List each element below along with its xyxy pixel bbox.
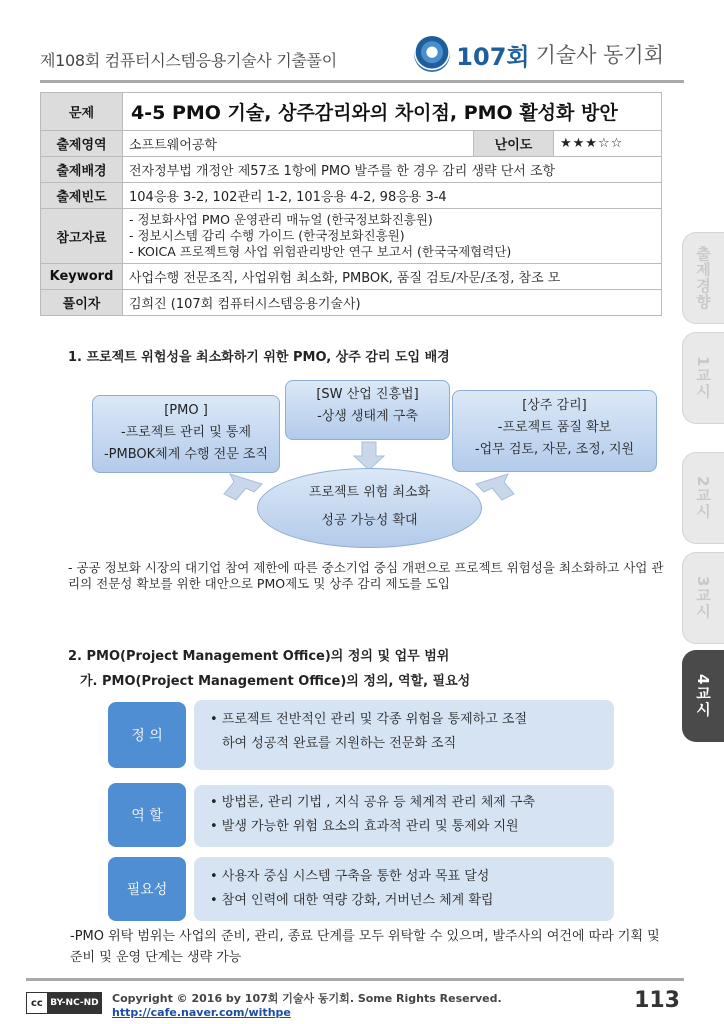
area-value: 소프트웨어공학 bbox=[123, 131, 474, 157]
cafe-link[interactable]: http://cafe.naver.com/withpe bbox=[112, 1006, 291, 1019]
arrow-top-to-center bbox=[354, 442, 384, 470]
problem-title: 4-5 PMO 기술, 상주감리와의 차이점, PMO 활성화 방안 bbox=[123, 93, 662, 131]
reference-item: - 정보시스템 감리 수행 가이드 (한국정보화진흥원) bbox=[129, 228, 405, 243]
label-keyword: Keyword bbox=[41, 264, 123, 290]
definition-label: 정 의 bbox=[108, 702, 186, 768]
logo-text: 기술사 동기회 bbox=[535, 43, 664, 67]
role-label: 역 할 bbox=[108, 783, 186, 847]
tab-label: 3교시 bbox=[694, 576, 712, 620]
role-row bbox=[108, 783, 614, 847]
copyright-text: Copyright © 2016 by 107회 기술사 동기회. Some Rights Reserved. bbox=[112, 992, 502, 1005]
definition-line: • 프로젝트 전반적인 관리 및 각종 위험을 통제하고 조절 bbox=[210, 712, 528, 727]
label-problem: 문제 bbox=[41, 93, 123, 131]
author-value: 김희진 (107회 컴퓨터시스템응용기술사) bbox=[123, 290, 662, 316]
necessity-row bbox=[108, 857, 614, 921]
footer-divider bbox=[26, 978, 684, 981]
tab-label: 2교시 bbox=[694, 476, 712, 520]
sup-box-title: [상주 감리] bbox=[522, 398, 587, 413]
background-value: 전자정부법 개정안 제57조 1항에 PMO 발주를 한 경우 감리 생략 단서 조항 bbox=[123, 157, 662, 183]
label-background: 출제배경 bbox=[41, 157, 123, 183]
necessity-label: 필요성 bbox=[108, 857, 186, 921]
goal-ellipse bbox=[257, 468, 482, 548]
necessity-content bbox=[194, 857, 614, 921]
definition-line: 하여 성공적 완료를 지원하는 전문화 조직 bbox=[222, 736, 457, 751]
section-2-heading: 2. PMO(Project Management Office)의 정의 및 업무 범위 bbox=[68, 649, 450, 664]
keyword-value: 사업수행 전문조직, 사업위험 최소화, PMBOK, 품질 검토/자문/조정, 참조 모 bbox=[123, 264, 662, 290]
section-2-note: -PMO 위탁 범위는 사업의 준비, 관리, 종료 단계를 모두 위탁할 수 있으며, 발주사의 여건에 따라 기획 및 준비 및 운영 단계는 생략 가능 bbox=[70, 929, 660, 965]
sw-box-line: -상생 생태계 구축 bbox=[317, 409, 418, 424]
frequency-value: 104응용 3-2, 102관리 1-2, 101응용 4-2, 98응용 3-4 bbox=[123, 183, 662, 209]
reference-item: - KOICA 프로젝트형 사업 위험관리방안 연구 보고서 (한국국제협력단) bbox=[129, 244, 512, 259]
label-author: 풀이자 bbox=[41, 290, 123, 316]
pmo-box-line: -프로젝트 관리 및 통제 bbox=[120, 425, 252, 440]
necessity-line: • 참여 인력에 대한 역량 강화, 거버넌스 체계 확립 bbox=[210, 893, 494, 908]
role-content bbox=[194, 785, 614, 847]
arrow-left-to-center bbox=[224, 474, 262, 500]
sup-box-line: -프로젝트 품질 확보 bbox=[497, 420, 612, 435]
pmo-box-title: [PMO ] bbox=[164, 403, 208, 418]
section-1-heading: 1. 프로젝트 위험성을 최소화하기 위한 PMO, 상주 감리 도입 배경 bbox=[68, 350, 450, 365]
definition-content bbox=[194, 700, 614, 770]
section-1-note: - 공공 정보화 시장의 대기업 참여 제한에 따른 중소기업 중심 개편으로 프로젝트 위험성을 최소화하고 사업 관리의 전문성 확보를 위한 대안으로 PMO제도 및 상주 감리 제도를 도입 bbox=[68, 560, 664, 591]
tab-label: 1교시 bbox=[694, 356, 712, 400]
page-number: 113 bbox=[634, 988, 680, 1013]
label-area: 출제영역 bbox=[41, 131, 123, 157]
cc-license-badge[interactable] bbox=[26, 992, 102, 1014]
document-header-title: 제108회 컴퓨터시스템응용기술사 기출풀이 bbox=[40, 51, 337, 70]
sup-box-line: -업무 검토, 자문, 조정, 지원 bbox=[474, 442, 635, 457]
label-difficulty: 난이도 bbox=[474, 131, 554, 157]
arrow-right-to-center bbox=[476, 474, 514, 500]
tab-label: 출제경향 bbox=[694, 246, 712, 310]
logo-number: 107회 bbox=[456, 42, 530, 71]
goal-line: 성공 가능성 확대 bbox=[321, 513, 418, 528]
definition-row bbox=[108, 700, 614, 770]
cc-logo-icon: cc bbox=[27, 993, 48, 1013]
label-frequency: 출제빈도 bbox=[41, 183, 123, 209]
role-line: • 발생 가능한 위험 요소의 효과적 관리 및 통제와 지원 bbox=[210, 819, 519, 834]
sw-box-title: [SW 산업 진흥법] bbox=[316, 387, 419, 402]
tab-label: 4교시 bbox=[694, 674, 712, 718]
license-type: BY-NC-ND bbox=[48, 993, 101, 1013]
role-line: • 방법론, 관리 기법 , 지식 공유 등 체계적 관리 체제 구축 bbox=[210, 795, 536, 810]
reference-item: - 정보화사업 PMO 운영관리 매뉴얼 (한국정보화진흥원) bbox=[129, 212, 433, 227]
necessity-line: • 사용자 중심 시스템 구축을 통한 성과 목표 달성 bbox=[210, 869, 490, 884]
goal-line: 프로젝트 위험 최소화 bbox=[308, 485, 431, 500]
section-2a-heading: 가. PMO(Project Management Office)의 정의, 역할, 필요성 bbox=[80, 674, 471, 689]
label-references: 참고자료 bbox=[41, 209, 123, 264]
difficulty-stars: ★★★☆☆ bbox=[554, 131, 662, 157]
pmo-box-line: -PMBOK체계 수행 전문 조직 bbox=[103, 447, 269, 462]
